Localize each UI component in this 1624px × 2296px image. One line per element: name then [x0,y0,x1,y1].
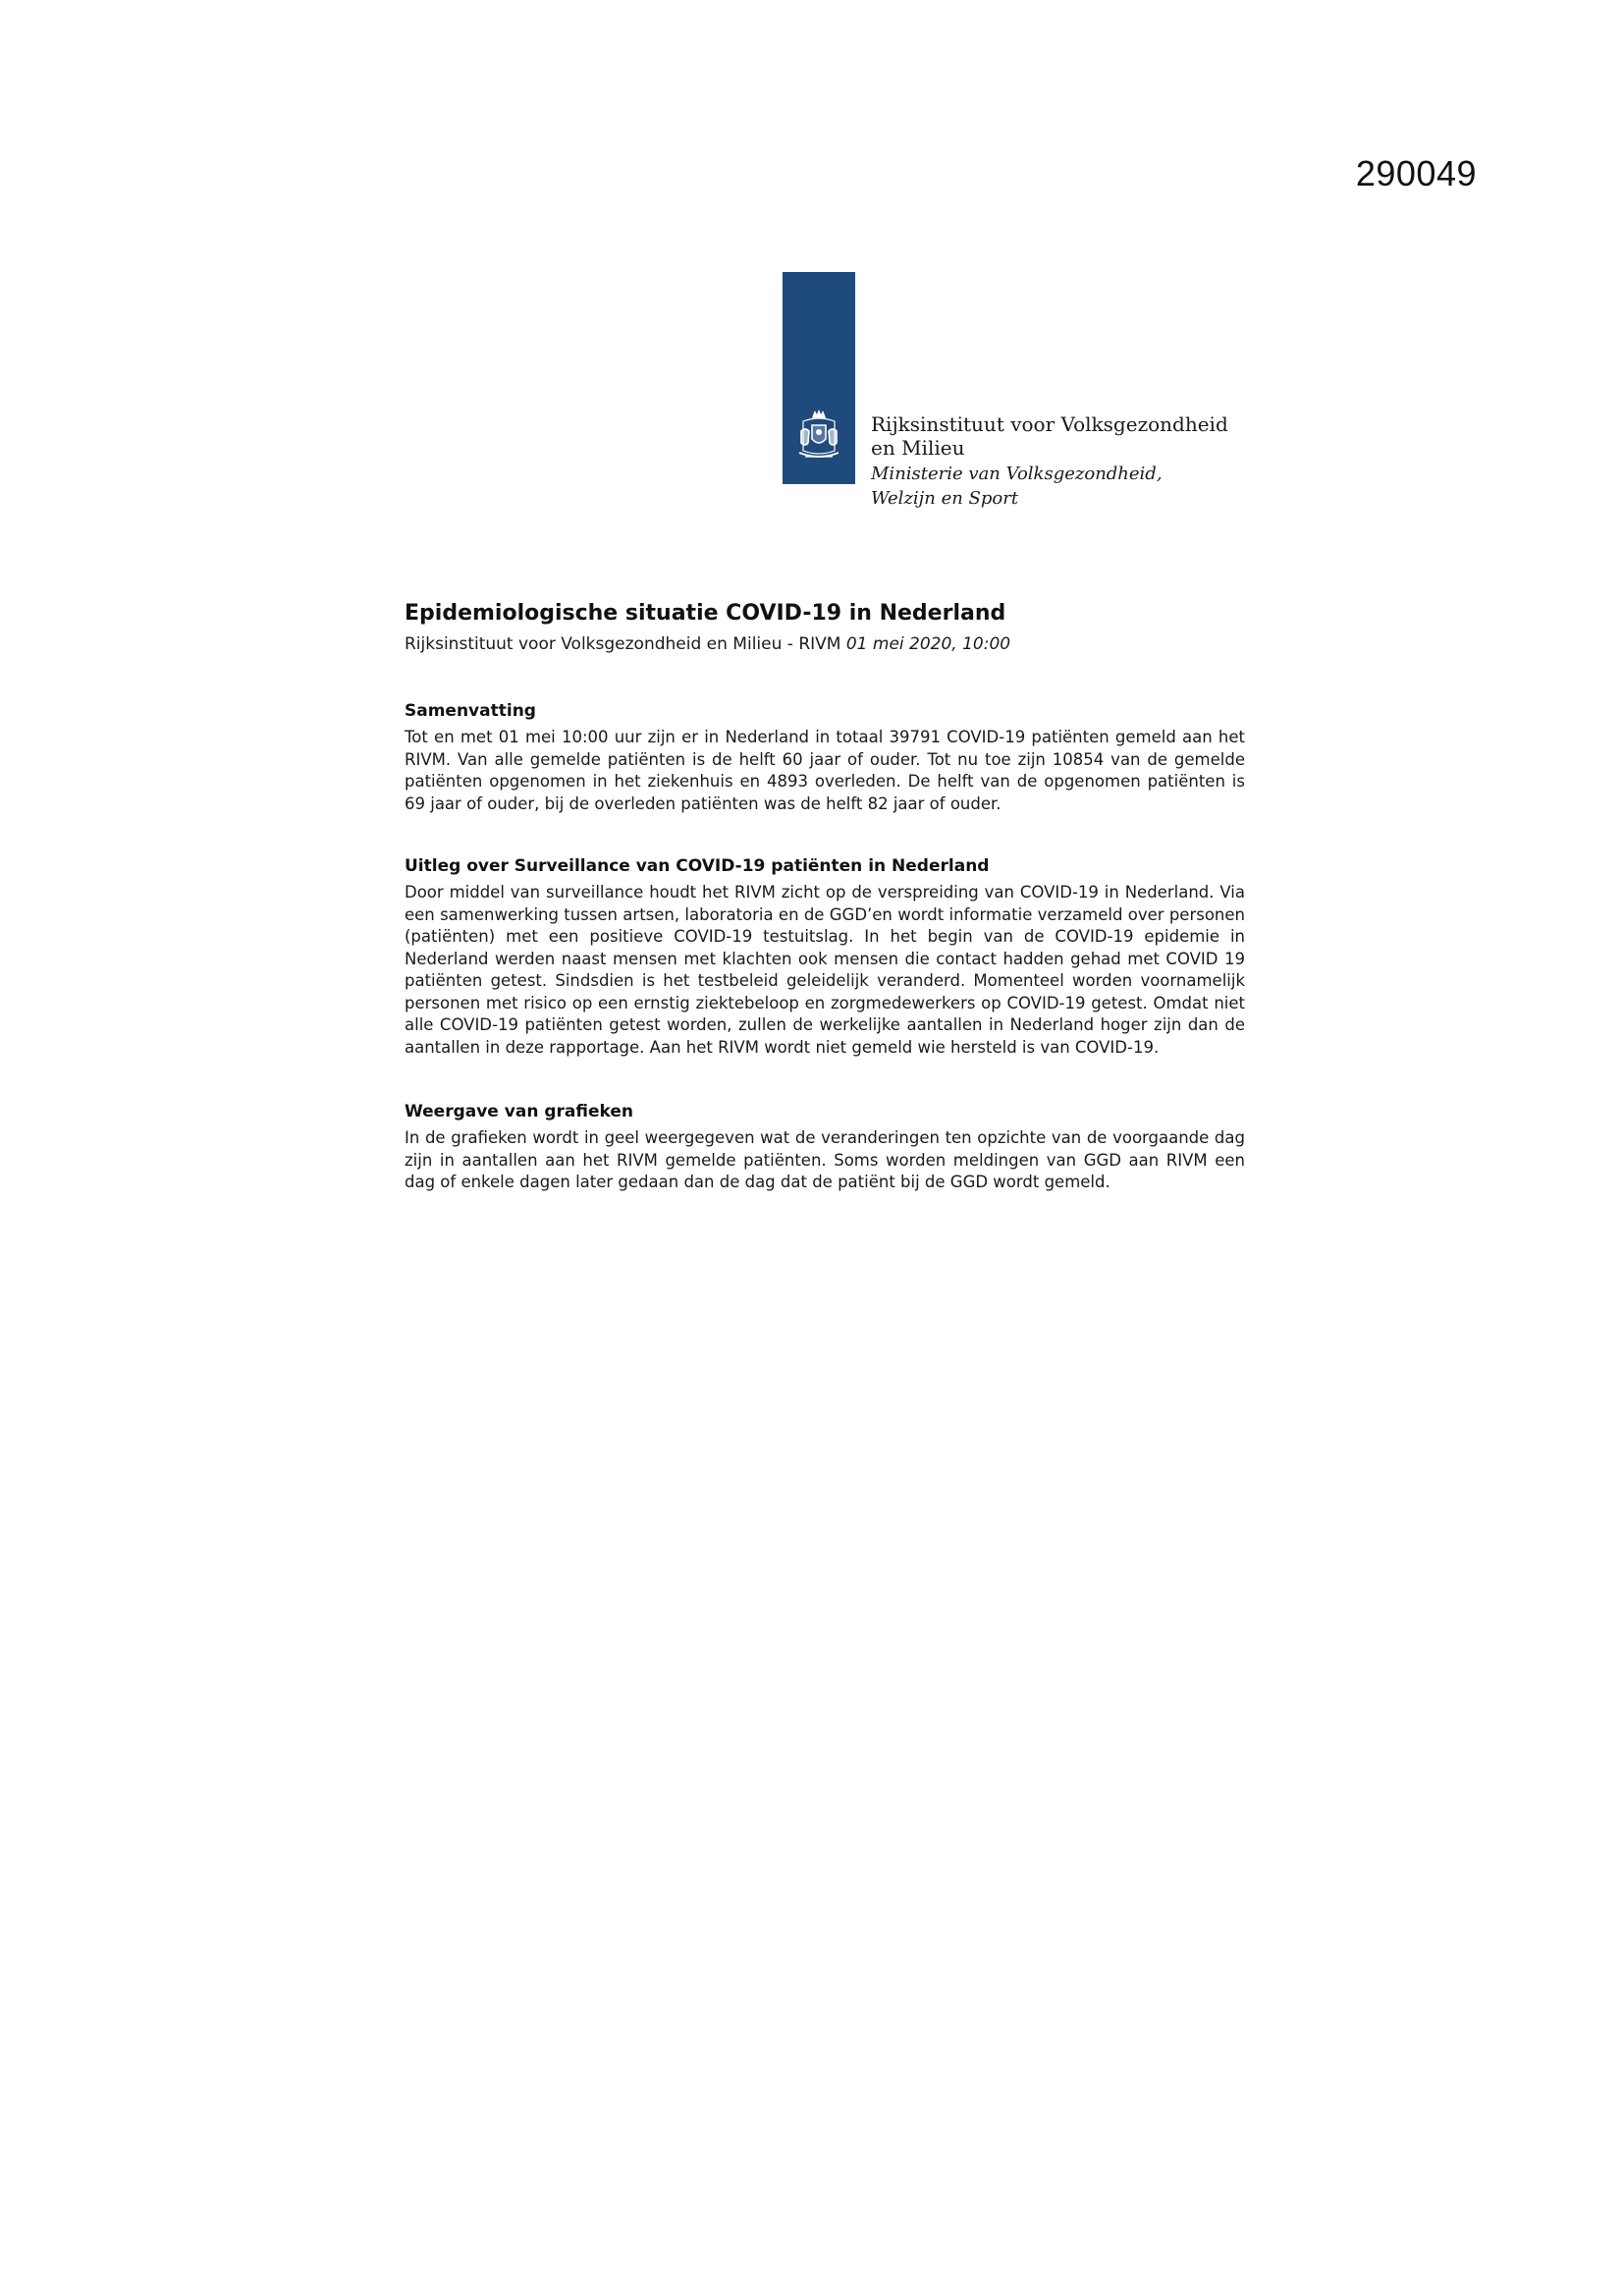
logo-blue-bar [783,272,855,484]
document-body [405,599,1245,1194]
document-subtitle [405,632,1245,656]
section-paragraph: Tot en met 01 mei 10:00 uur zijn er in Nederland in totaal 39791 COVID-19 patiënten gemeld aan het RIVM. Van alle gemelde patiënten is de helft 60 jaar of ouder. Tot nu toe zijn 10854 van de gemelde patiënten opgenomen in het ziekenhuis en 4893 overleden. De helft van de opgenomen patiënten is 69 jaar of ouder, bij de overleden patiënten was de helft 82 jaar of ouder. [405,728,1245,813]
rivm-logo [783,272,1228,527]
institute-name-line-2: en Milieu [871,436,965,460]
institute-name-line-1: Rijksinstituut voor Volksgezondheid [871,412,1228,436]
section-samenvatting [405,699,1245,815]
royal-coat-of-arms-icon [789,408,848,466]
section-heading: Samenvatting [405,701,536,721]
document-number: 290049 [1355,153,1477,193]
subtitle-organization: Rijksinstituut voor Volksgezondheid en Milieu - RIVM [405,634,841,654]
section-uitleg-surveillance [405,854,1245,1059]
document-title: Epidemiologische situatie COVID-19 in Nederland [405,601,1006,626]
section-weergave-grafieken [405,1100,1245,1194]
subtitle-date: 01 mei 2020, 10:00 [845,634,1011,654]
section-paragraph: In de grafieken wordt in geel weergegeven wat de veranderingen ten opzichte van de voorgaande dag zijn in aantallen aan het RIVM gemelde patiënten. Soms worden meldingen van GGD aan RIVM een dag of enkele dagen later gedaan dan de dag dat de patiënt bij de GGD wordt gemeld. [405,1128,1245,1191]
section-heading: Weergave van grafieken [405,1102,633,1121]
section-paragraph: Door middel van surveillance houdt het RIVM zicht op de verspreiding van COVID-19 in Nederland. Via een samenwerking tussen artsen, laboratoria en de GGD’en wordt informatie verzameld over personen (patiënten) met een positieve COVID-19 testuitslag. In het begin van de COVID-19 epidemie in Nederland werden naast mensen met klachten ook mensen die contact hadden gehad met COVID 19 patiënten getest. Sindsdien is het testbeleid geleidelijk veranderd. Momenteel worden voornamelijk personen met risico op een ernstig ziektebeloop en zorgmedewerkers op COVID-19 getest. Omdat niet alle COVID-19 patiënten getest worden, zullen de werkelijke aantallen in Nederland hoger zijn dan de aantallen in deze rapportage. Aan het RIVM wordt niet gemeld wie hersteld is van COVID-19. [405,883,1245,1057]
logo-text [871,412,1228,511]
section-heading: Uitleg over Surveillance van COVID-19 patiënten in Nederland [405,856,990,876]
ministry-name-line-1: Ministerie van Volksgezondheid, [871,464,1163,484]
ministry-name-line-2: Welzijn en Sport [871,488,1019,509]
